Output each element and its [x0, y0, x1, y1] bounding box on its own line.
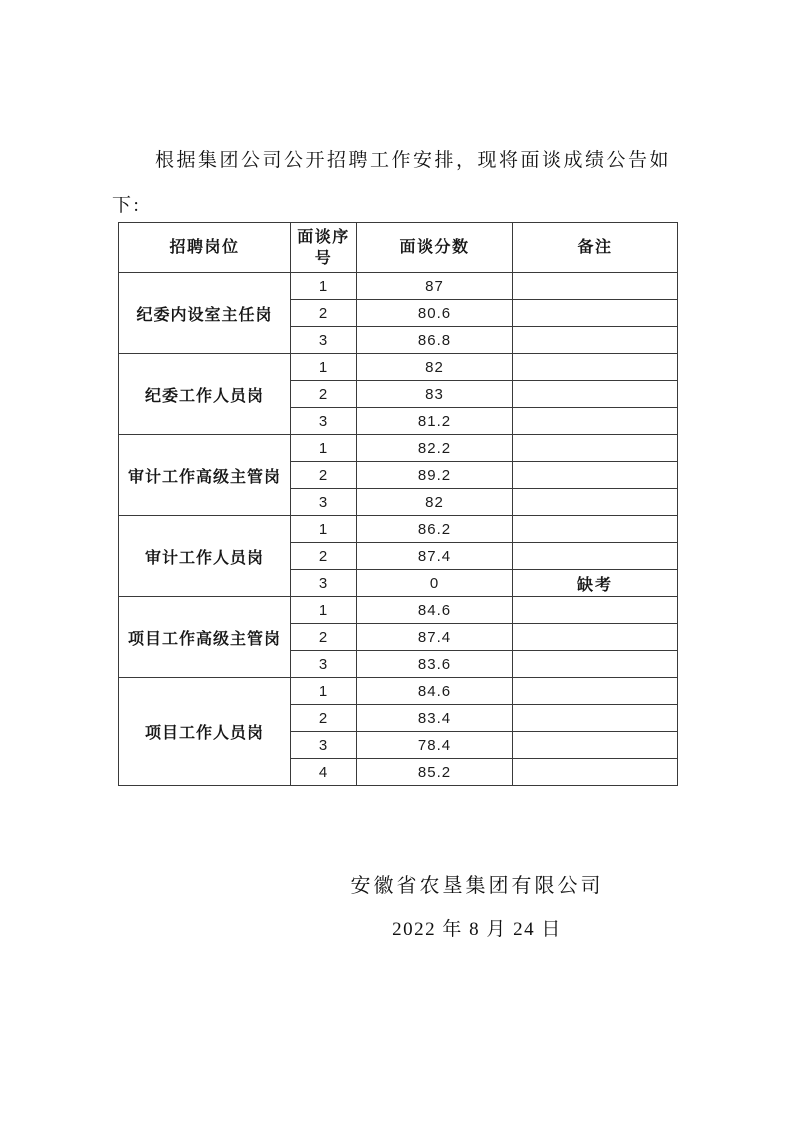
interview-number-cell: 1: [291, 354, 357, 381]
remark-cell: [513, 489, 678, 516]
table-row: [119, 597, 678, 624]
interview-score-cell: 81.2: [357, 408, 513, 435]
position-cell: 纪委内设室主任岗: [119, 273, 291, 354]
interview-score-cell: 84.6: [357, 678, 513, 705]
column-header-2: 面谈分数: [357, 223, 513, 273]
interview-score-cell: 83.6: [357, 651, 513, 678]
interview-number-cell: 2: [291, 705, 357, 732]
interview-number-cell: 1: [291, 435, 357, 462]
position-cell: 项目工作高级主管岗: [119, 597, 291, 678]
interview-score-cell: 83: [357, 381, 513, 408]
remark-cell: [513, 543, 678, 570]
remark-cell: [513, 678, 678, 705]
position-cell: 项目工作人员岗: [119, 678, 291, 786]
remark-cell: [513, 381, 678, 408]
interview-number-cell: 3: [291, 408, 357, 435]
remark-cell: [513, 732, 678, 759]
remark-cell: [513, 408, 678, 435]
interview-number-cell: 2: [291, 381, 357, 408]
interview-score-cell: 86.8: [357, 327, 513, 354]
interview-score-cell: 82.2: [357, 435, 513, 462]
interview-score-cell: 89.2: [357, 462, 513, 489]
interview-number-cell: 2: [291, 543, 357, 570]
remark-cell: [513, 624, 678, 651]
interview-score-cell: 82: [357, 489, 513, 516]
interview-number-cell: 3: [291, 732, 357, 759]
signature-block: [160, 872, 794, 943]
interview-score-cell: 85.2: [357, 759, 513, 786]
intro-line-2: 下:: [112, 195, 142, 216]
interview-number-cell: 3: [291, 570, 357, 597]
intro-line-1: 根据集团公司公开招聘工作安排，现将面谈成绩公告如: [155, 150, 672, 171]
document-date: 2022 年 8 月 24 日: [392, 919, 562, 940]
interview-score-cell: 84.6: [357, 597, 513, 624]
interview-score-cell: 87.4: [357, 624, 513, 651]
position-cell: 审计工作人员岗: [119, 516, 291, 597]
interview-number-cell: 1: [291, 273, 357, 300]
interview-number-cell: 2: [291, 462, 357, 489]
table-row: [119, 516, 678, 543]
interview-score-cell: 0: [357, 570, 513, 597]
interview-score-cell: 82: [357, 354, 513, 381]
column-header-0: 招聘岗位: [119, 223, 291, 273]
interview-number-cell: 1: [291, 597, 357, 624]
interview-score-cell: 83.4: [357, 705, 513, 732]
remark-cell: [513, 597, 678, 624]
interview-score-table: [118, 222, 678, 786]
remark-cell: [513, 435, 678, 462]
table-row: [119, 678, 678, 705]
remark-cell: [513, 300, 678, 327]
table-row: [119, 435, 678, 462]
interview-score-cell: 78.4: [357, 732, 513, 759]
interview-number-cell: 3: [291, 651, 357, 678]
company-name: 安徽省农垦集团有限公司: [350, 875, 604, 897]
interview-number-cell: 4: [291, 759, 357, 786]
interview-score-cell: 87.4: [357, 543, 513, 570]
table-row: [119, 354, 678, 381]
table-row: [119, 273, 678, 300]
remark-cell: [513, 327, 678, 354]
column-header-1: 面谈序号: [291, 223, 357, 273]
remark-cell: [513, 705, 678, 732]
remark-cell: [513, 354, 678, 381]
intro-paragraph: [112, 138, 698, 228]
interview-number-cell: 2: [291, 624, 357, 651]
interview-score-cell: 87: [357, 273, 513, 300]
remark-cell: [513, 273, 678, 300]
interview-number-cell: 1: [291, 516, 357, 543]
remark-cell: [513, 759, 678, 786]
interview-number-cell: 1: [291, 678, 357, 705]
remark-cell: 缺考: [513, 570, 678, 597]
interview-score-cell: 86.2: [357, 516, 513, 543]
interview-number-cell: 2: [291, 300, 357, 327]
remark-cell: [513, 516, 678, 543]
position-cell: 纪委工作人员岗: [119, 354, 291, 435]
interview-number-cell: 3: [291, 489, 357, 516]
column-header-3: 备注: [513, 223, 678, 273]
position-cell: 审计工作高级主管岗: [119, 435, 291, 516]
table-header-row: [119, 223, 678, 273]
table-body: [119, 273, 678, 786]
remark-cell: [513, 651, 678, 678]
interview-number-cell: 3: [291, 327, 357, 354]
remark-cell: [513, 462, 678, 489]
interview-score-cell: 80.6: [357, 300, 513, 327]
